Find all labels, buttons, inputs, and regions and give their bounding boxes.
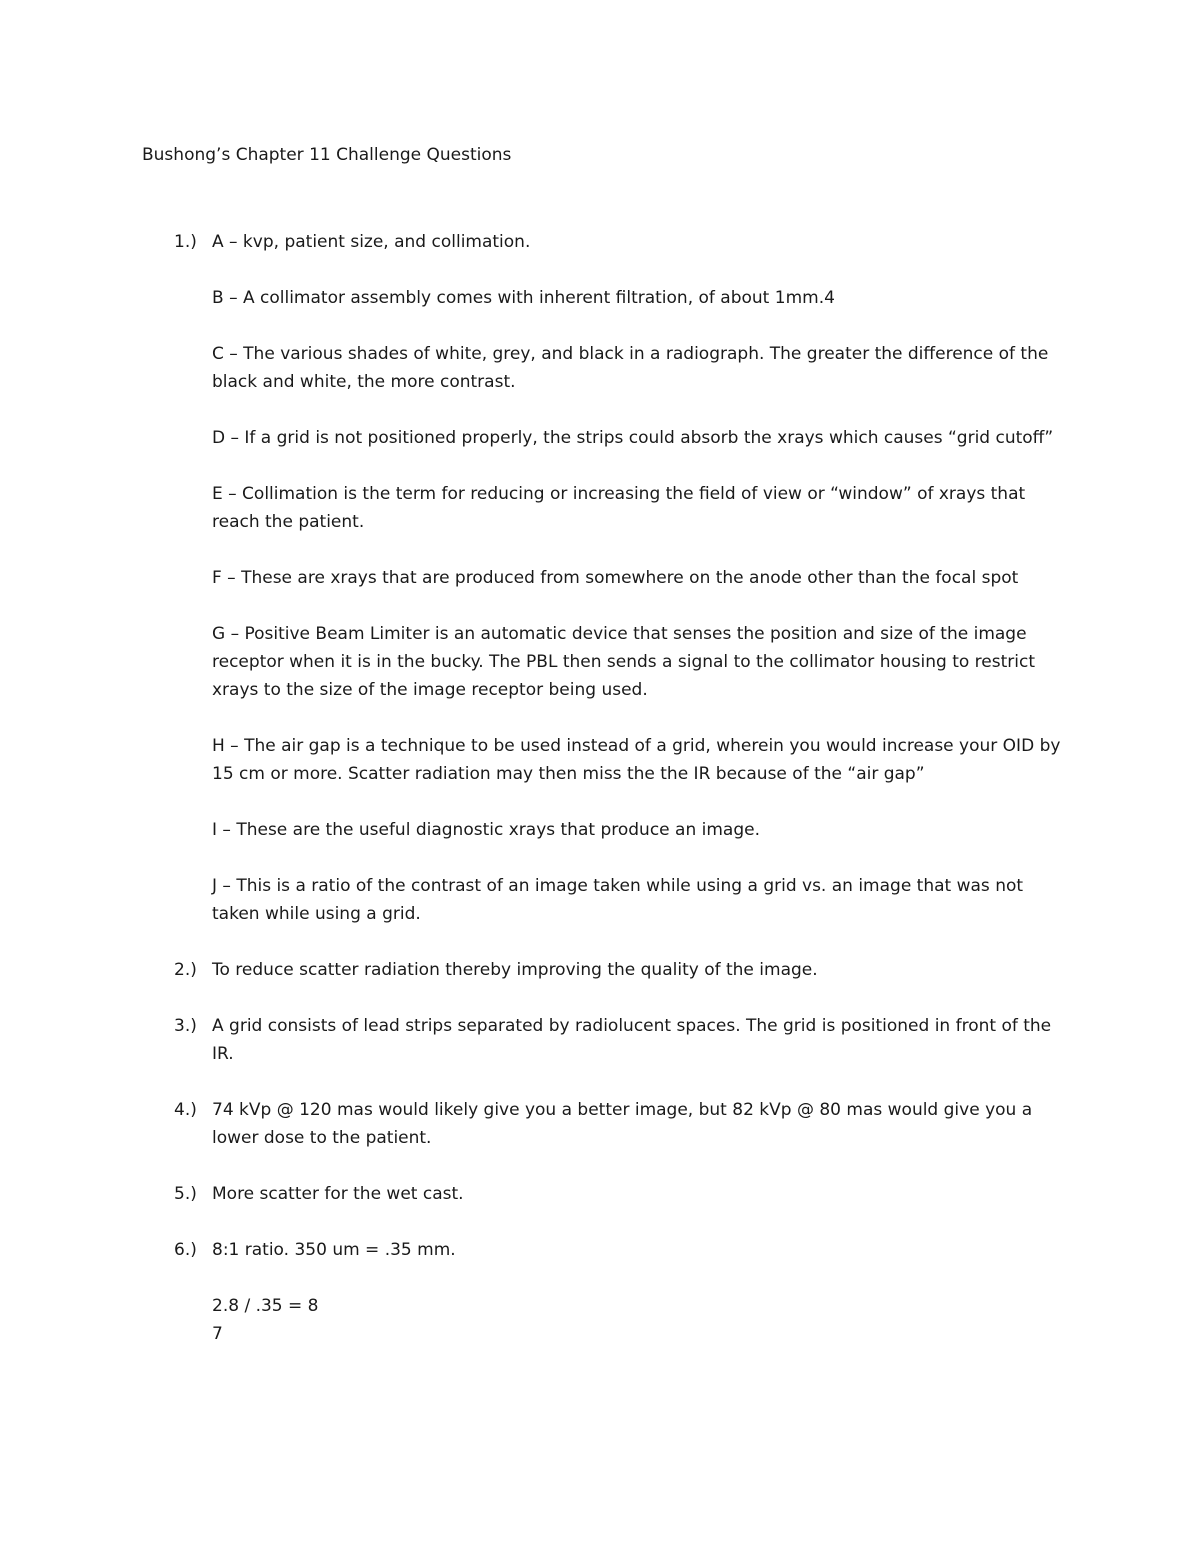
answer-number: 3.): [174, 1016, 197, 1036]
answer-part-a: A – kvp, patient size, and collimation.: [212, 232, 531, 252]
answer-part-b: B – A collimator assembly comes with inherent filtration, of about 1mm.4: [212, 288, 835, 308]
calculation-line: 2.8 / .35 = 8: [212, 1296, 319, 1316]
answer-number: 2.): [174, 960, 197, 980]
answer-part-c: C – The various shades of white, grey, and black in a radiograph. The greater the difference of the black and white, the more contrast.: [212, 344, 1049, 392]
answer-list: [142, 228, 1072, 1376]
calculation-block: [212, 1292, 1072, 1348]
answer-item-2: [142, 956, 1072, 984]
answer-item-4: [142, 1096, 1072, 1152]
answer-number: 6.): [174, 1240, 197, 1260]
answer-part-d: D – If a grid is not positioned properly, the strips could absorb the xrays which causes “grid cutoff”: [212, 428, 1054, 448]
answer-item-3: [142, 1012, 1072, 1068]
answer-item-6: [142, 1236, 1072, 1348]
answer-text: More scatter for the wet cast.: [212, 1184, 464, 1204]
answer-part-j: J – This is a ratio of the contrast of an image taken while using a grid vs. an image that was not taken while using a grid.: [212, 876, 1024, 924]
answer-part-g: G – Positive Beam Limiter is an automatic device that senses the position and size of the image receptor when it is in the bucky. The PBL then sends a signal to the collimator housing to restrict xrays to the size of the image receptor being used.: [212, 624, 1035, 700]
answer-text: 8:1 ratio. 350 um = .35 mm.: [212, 1240, 456, 1260]
answer-part-i: I – These are the useful diagnostic xrays that produce an image.: [212, 820, 760, 840]
answer-part-h: H – The air gap is a technique to be used instead of a grid, wherein you would increase your OID by 15 cm or more. Scatter radiation may then miss the the IR because of the “air gap”: [212, 736, 1061, 784]
answer-text: 74 kVp @ 120 mas would likely give you a better image, but 82 kVp @ 80 mas would give you a lower dose to the patient.: [212, 1100, 1033, 1148]
answer-number: 4.): [174, 1100, 197, 1120]
answer-part-e: E – Collimation is the term for reducing or increasing the field of view or “window” of xrays that reach the patient.: [212, 484, 1026, 532]
answer-text: A grid consists of lead strips separated by radiolucent spaces. The grid is positioned in front of the IR.: [212, 1016, 1052, 1064]
answer-number: 1.): [174, 232, 197, 252]
answer-part-f: F – These are xrays that are produced from somewhere on the anode other than the focal spot: [212, 568, 1019, 588]
document-title: Bushong’s Chapter 11 Challenge Questions: [142, 145, 512, 165]
answer-number: 5.): [174, 1184, 197, 1204]
answer-item-5: [142, 1180, 1072, 1208]
answer-text: To reduce scatter radiation thereby improving the quality of the image.: [212, 960, 818, 980]
answer-item-1: [142, 228, 1072, 928]
calculation-line: 7: [212, 1324, 223, 1344]
